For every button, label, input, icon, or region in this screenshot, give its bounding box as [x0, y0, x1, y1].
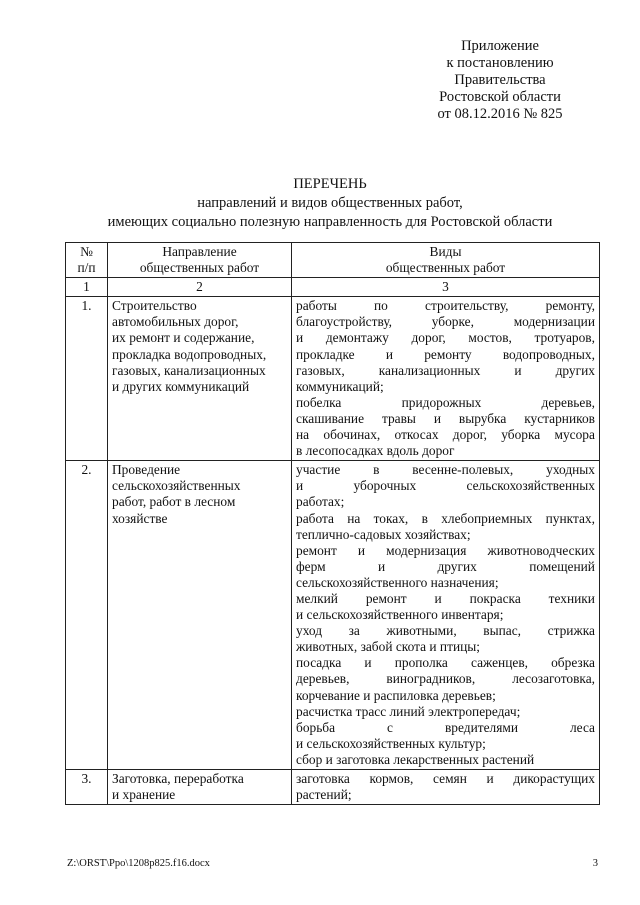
appendix-line: Ростовской области [439, 89, 561, 105]
document-title: ПЕРЕЧЕНЬ [293, 176, 367, 192]
types-line: и демонтажу дорог, мостов, тротуаров, [296, 330, 595, 346]
types-line: растений; [296, 787, 352, 803]
row-direction [108, 770, 292, 805]
document-heading [60, 175, 600, 232]
types-line: и сельскохозяйственного инвентаря; [296, 607, 504, 623]
direction-line: работ, работ в лесном [112, 494, 236, 510]
direction-line: сельскохозяйственных [112, 478, 241, 494]
types-line: корчевание и распиловка деревьев; [296, 687, 496, 703]
direction-line: и других коммуникаций [112, 378, 250, 394]
types-line: посадка и прополка саженцев, обрезка [296, 655, 595, 671]
appendix-line: Приложение [461, 38, 539, 54]
direction-line: Заготовка, переработка [112, 771, 244, 786]
types-line: мелкий ремонт и покраска техники [296, 590, 595, 606]
types-line: благоустройству, уборке, модернизации [296, 314, 595, 330]
header-text: общественных работ [385, 260, 506, 276]
header-text: Направление [162, 244, 237, 259]
row-direction [108, 297, 292, 461]
types-line: деревьев, виноградников, лесозаготовка, [296, 671, 595, 687]
types-line: и уборочных сельскохозяйственных [296, 478, 595, 494]
row-direction [108, 461, 292, 770]
types-line: работы по строительству, ремонту, [296, 298, 595, 314]
types-line: ферм и других помещений [296, 558, 595, 574]
document-subtitle-line: имеющих социально полезную направленность для Ростовской области [107, 214, 553, 230]
header-direction [108, 243, 292, 278]
appendix-block [400, 38, 600, 123]
direction-line: прокладка водопроводных, [112, 346, 267, 362]
row-number: 3. [66, 770, 108, 805]
types-line: работа на токах, в хлебоприемных пунктах, [296, 510, 595, 526]
header-types [292, 243, 600, 278]
direction-line: и хранение [112, 787, 176, 803]
column-number: 2 [108, 278, 292, 297]
types-line: на обочинах, откосах дорог, уборка мусора [296, 427, 595, 443]
types-line: коммуникаций; [296, 378, 384, 394]
header-number [66, 243, 108, 278]
types-line: уход за животными, выпас, стрижка [296, 623, 595, 639]
direction-line: хозяйстве [112, 510, 168, 526]
footer-file-path: Z:\ORST\Ppo\1208p825.f16.docx [67, 858, 210, 869]
types-line: газовых, канализационных и других [296, 362, 595, 378]
types-line: побелка придорожных деревьев, [296, 394, 595, 410]
appendix-line: Правительства [454, 72, 546, 88]
types-line: расчистка трасс линий электропередач; [296, 703, 521, 719]
direction-line: Проведение [112, 462, 181, 478]
page-number: 3 [592, 858, 598, 869]
row-number: 1. [66, 297, 108, 461]
table-numbering-row [66, 278, 600, 297]
row-types [292, 461, 600, 770]
types-line: теплично-садовых хозяйствах; [296, 526, 471, 542]
header-text: общественных работ [139, 260, 260, 276]
direction-line: Строительство [112, 298, 197, 314]
row-types [292, 297, 600, 461]
row-number: 2. [66, 461, 108, 770]
appendix-line: к постановлению [446, 55, 554, 71]
types-line: сбор и заготовка лекарственных растений [296, 751, 535, 767]
header-text: № [80, 244, 93, 259]
table-header-row [66, 243, 600, 278]
types-line: и сельскохозяйственных культур; [296, 735, 486, 751]
table-row [66, 461, 600, 770]
types-line: в лесопосадках вдоль дорог [296, 443, 455, 459]
types-line: борьба с вредителями леса [296, 719, 595, 735]
types-line: участие в весенне-полевых, уходных [296, 462, 595, 478]
types-line: скашивание травы и вырубка кустарников [296, 410, 595, 426]
direction-line: автомобильных дорог, [112, 314, 239, 330]
column-number: 1 [66, 278, 108, 297]
types-line: сельскохозяйственного назначения; [296, 574, 499, 590]
types-line: работах; [296, 494, 345, 510]
types-line: заготовка кормов, семян и дикорастущих [296, 771, 595, 786]
types-line: ремонт и модернизация животноводческих [296, 542, 595, 558]
types-line: животных, забой скота и птицы; [296, 639, 481, 655]
document-subtitle-line: направлений и видов общественных работ, [197, 195, 463, 211]
appendix-line: от 08.12.2016 № 825 [437, 106, 563, 122]
row-types [292, 770, 600, 805]
works-table [65, 242, 600, 805]
table-row [66, 297, 600, 461]
direction-line: их ремонт и содержание, [112, 330, 255, 346]
table-row [66, 770, 600, 805]
direction-line: газовых, канализационных [112, 362, 266, 378]
header-text: Виды [429, 244, 462, 259]
header-text: п/п [77, 260, 96, 276]
types-line: прокладке и ремонту водопроводных, [296, 346, 595, 362]
column-number: 3 [292, 278, 600, 297]
